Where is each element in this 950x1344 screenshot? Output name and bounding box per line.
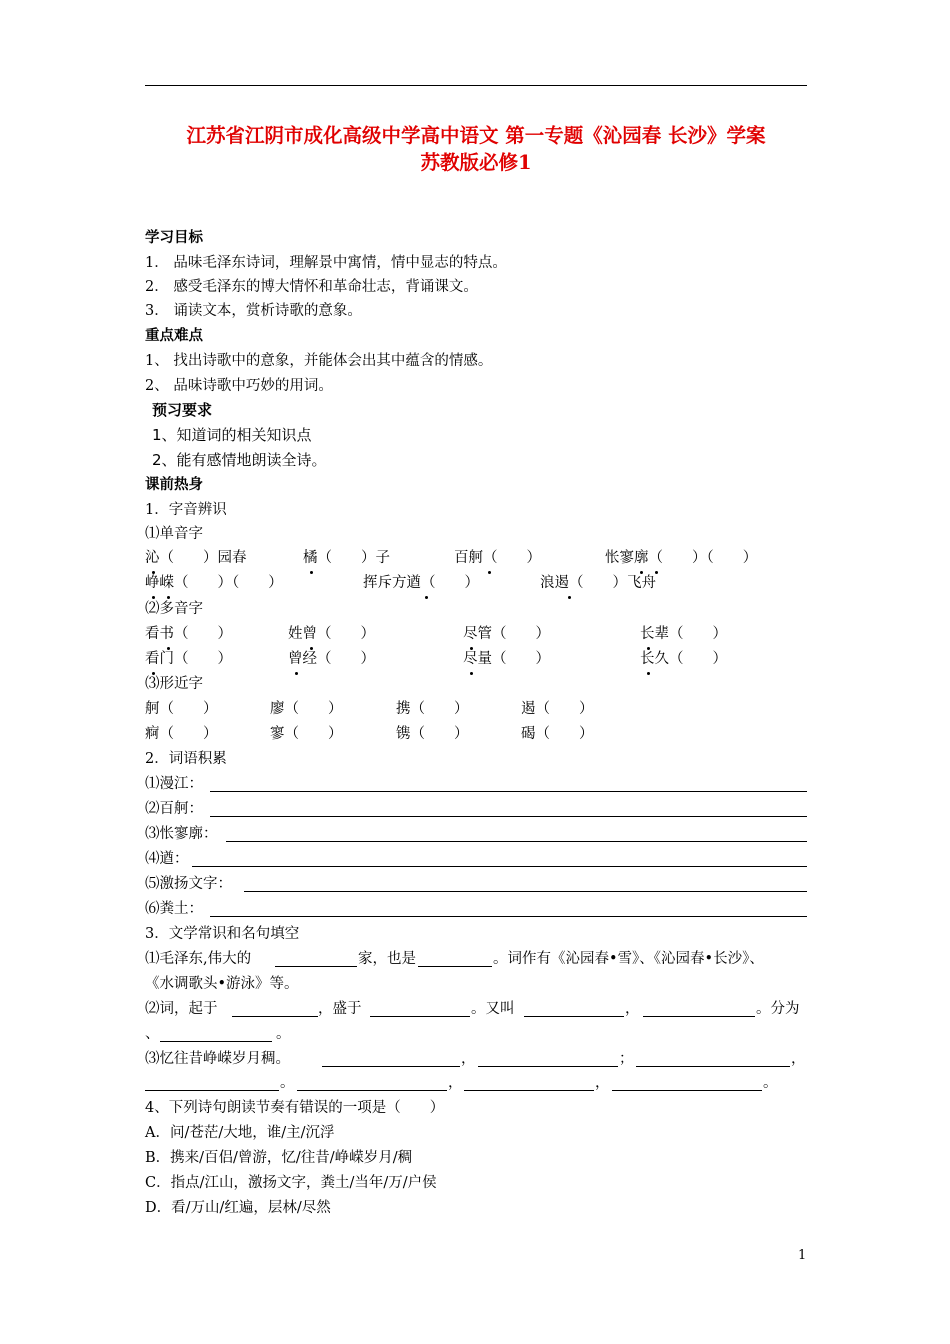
literature-text: 家，也是 bbox=[358, 951, 416, 967]
question-3: 3．文学常识和名句填空 bbox=[145, 926, 300, 942]
literature-text: ⑶忆往昔峥嵘岁月稠。 bbox=[145, 1051, 290, 1067]
vocab-answer-line[interactable] bbox=[210, 791, 807, 792]
question-4: 4、下列诗句朗读节奏有错误的一项是（ ） bbox=[145, 1100, 445, 1116]
emphasis-dot bbox=[647, 647, 650, 650]
blank-line[interactable] bbox=[297, 1090, 447, 1091]
literature-text: 《水调歌头•游泳》等。 bbox=[145, 976, 299, 992]
goals-heading: 学习目标 bbox=[145, 229, 203, 246]
pinyin-item: 橘（ ）子 bbox=[303, 550, 390, 566]
literature-text: 、 bbox=[145, 1026, 160, 1042]
pinyin-item: 沁（ ）园春 bbox=[145, 550, 247, 566]
emphasis-dot bbox=[470, 672, 473, 675]
blank-line[interactable] bbox=[322, 1066, 460, 1067]
pinyin-item: 曾经（ ） bbox=[288, 651, 375, 667]
literature-text: ，盛于 bbox=[318, 1001, 362, 1017]
emphasis-dot bbox=[470, 647, 473, 650]
blank-line[interactable] bbox=[232, 1016, 318, 1017]
single-char-label: ⑴单音字 bbox=[145, 526, 203, 542]
option-a[interactable]: A．问/苍茫/大地，谁/主/沉浮 bbox=[145, 1125, 335, 1141]
emphasis-dot bbox=[640, 571, 643, 574]
pinyin-item: 寥（ ） bbox=[270, 726, 343, 742]
emphasis-dot bbox=[568, 596, 571, 599]
vocab-label: ⑸激扬文字： bbox=[145, 876, 232, 892]
vocab-answer-line[interactable] bbox=[210, 916, 807, 917]
blank-line[interactable] bbox=[643, 1016, 755, 1017]
option-b[interactable]: B．携来/百侣/曾游，忆/往昔/峥嵘岁月/稠 bbox=[145, 1150, 413, 1166]
pinyin-item: 百舸（ ） bbox=[454, 550, 541, 566]
literature-text: ⑵词，起于 bbox=[145, 1001, 218, 1017]
emphasis-dot bbox=[488, 571, 491, 574]
pinyin-item: 廖（ ） bbox=[270, 701, 343, 717]
pinyin-item: 长久（ ） bbox=[640, 651, 727, 667]
pinyin-item: 长辈（ ） bbox=[640, 626, 727, 642]
emphasis-dot bbox=[295, 672, 298, 675]
keypoint-item: 1、 找出诗歌中的意象，并能体会出其中蕴含的情感。 bbox=[145, 353, 493, 369]
blank-line[interactable] bbox=[145, 1090, 279, 1091]
literature-text: ⑴毛泽东,伟大的 bbox=[145, 951, 252, 967]
vocab-label: ⑶怅寥廓： bbox=[145, 826, 218, 842]
vocab-answer-line[interactable] bbox=[210, 816, 807, 817]
pinyin-item: 看书（ ） bbox=[145, 626, 232, 642]
pinyin-item: 姓曾（ ） bbox=[288, 626, 375, 642]
goal-item: 1． 品味毛泽东诗词，理解景中寓情，情中显志的特点。 bbox=[145, 255, 507, 271]
emphasis-dot bbox=[647, 672, 650, 675]
emphasis-dot bbox=[310, 647, 313, 650]
punctuation: ， bbox=[791, 1051, 806, 1067]
punctuation: ， bbox=[595, 1075, 610, 1091]
emphasis-dot bbox=[152, 672, 155, 675]
vocab-answer-line[interactable] bbox=[226, 841, 807, 842]
blank-line[interactable] bbox=[524, 1016, 624, 1017]
blank-line[interactable] bbox=[160, 1041, 272, 1042]
blank-line[interactable] bbox=[370, 1016, 470, 1017]
warmup-heading: 课前热身 bbox=[145, 476, 203, 493]
pinyin-item: 镌（ ） bbox=[396, 726, 469, 742]
keypoint-item: 2、 品味诗歌中巧妙的用词。 bbox=[145, 378, 333, 394]
page-number: 1 bbox=[798, 1248, 807, 1263]
blank-line[interactable] bbox=[636, 1066, 790, 1067]
emphasis-dot bbox=[310, 571, 313, 574]
emphasis-dot bbox=[425, 596, 428, 599]
punctuation: ， bbox=[461, 1051, 476, 1067]
pinyin-item: 浪遏（ ）飞舟 bbox=[540, 575, 656, 591]
punctuation: ， bbox=[448, 1075, 463, 1091]
pinyin-item: 怅寥廓（ ）（ ） bbox=[605, 550, 758, 566]
goal-item: 3． 诵读文本，赏析诗歌的意象。 bbox=[145, 303, 362, 319]
blank-line[interactable] bbox=[418, 966, 492, 967]
vocab-answer-line[interactable] bbox=[244, 891, 807, 892]
pinyin-item: 峥嵘（ ）（ ） bbox=[145, 575, 283, 591]
emphasis-dot bbox=[167, 596, 170, 599]
option-c[interactable]: C．指点/江山，激扬文字，粪土/当年/万/户侯 bbox=[145, 1175, 437, 1191]
literature-text: 。 bbox=[276, 1026, 291, 1042]
blank-line[interactable] bbox=[612, 1090, 762, 1091]
literature-text: 。又叫 bbox=[471, 1001, 515, 1017]
punctuation: 。 bbox=[763, 1075, 778, 1091]
pinyin-item: 尽管（ ） bbox=[463, 626, 550, 642]
option-d[interactable]: D．看/万山/红遍，层林/尽然 bbox=[145, 1200, 331, 1216]
literature-text: 。分为 bbox=[756, 1001, 800, 1017]
pinyin-item: 痾（ ） bbox=[145, 726, 218, 742]
emphasis-dot bbox=[152, 571, 155, 574]
pinyin-item: 看门（ ） bbox=[145, 651, 232, 667]
preview-item: 2、能有感情地朗读全诗。 bbox=[152, 451, 327, 469]
vocab-label: ⑹粪土： bbox=[145, 901, 203, 917]
vocab-label: ⑴漫江： bbox=[145, 776, 203, 792]
pinyin-item: 挥斥方遒（ ） bbox=[363, 575, 479, 591]
pinyin-item: 尽量（ ） bbox=[463, 651, 550, 667]
blank-line[interactable] bbox=[464, 1090, 594, 1091]
document-title: 江苏省江阴市成化高级中学高中语文 第一专题《沁园春 长沙》学案 bbox=[186, 124, 766, 147]
literature-text: ， bbox=[625, 1001, 640, 1017]
preview-heading: 预习要求 bbox=[152, 401, 213, 419]
blank-line[interactable] bbox=[275, 966, 357, 967]
similar-char-label: ⑶形近字 bbox=[145, 676, 203, 692]
emphasis-dot bbox=[152, 596, 155, 599]
vocab-label: ⑷遒： bbox=[145, 851, 189, 867]
vocab-label: ⑵百舸： bbox=[145, 801, 203, 817]
header-rule bbox=[145, 85, 807, 86]
punctuation: ； bbox=[619, 1051, 634, 1067]
punctuation: 。 bbox=[280, 1075, 295, 1091]
polyphone-label: ⑵多音字 bbox=[145, 601, 203, 617]
question-2: 2．词语积累 bbox=[145, 751, 227, 767]
goal-item: 2． 感受毛泽东的博大情怀和革命壮志，背诵课文。 bbox=[145, 279, 478, 295]
emphasis-dot bbox=[655, 571, 658, 574]
literature-text: 。词作有《沁园春•雪》、《沁园春•长沙》、 bbox=[493, 951, 764, 967]
document-subtitle: 苏教版必修1 bbox=[420, 151, 532, 174]
pinyin-item: 舸（ ） bbox=[145, 701, 218, 717]
preview-item: 1、知道词的相关知识点 bbox=[152, 426, 312, 444]
pinyin-item: 携（ ） bbox=[396, 701, 469, 717]
emphasis-dot bbox=[167, 647, 170, 650]
pinyin-item: 碣（ ） bbox=[521, 726, 594, 742]
vocab-answer-line[interactable] bbox=[192, 866, 807, 867]
question-1: 1．字音辨识 bbox=[145, 502, 227, 518]
pinyin-item: 遏（ ） bbox=[521, 701, 594, 717]
blank-line[interactable] bbox=[478, 1066, 618, 1067]
keypoints-heading: 重点难点 bbox=[145, 327, 203, 344]
